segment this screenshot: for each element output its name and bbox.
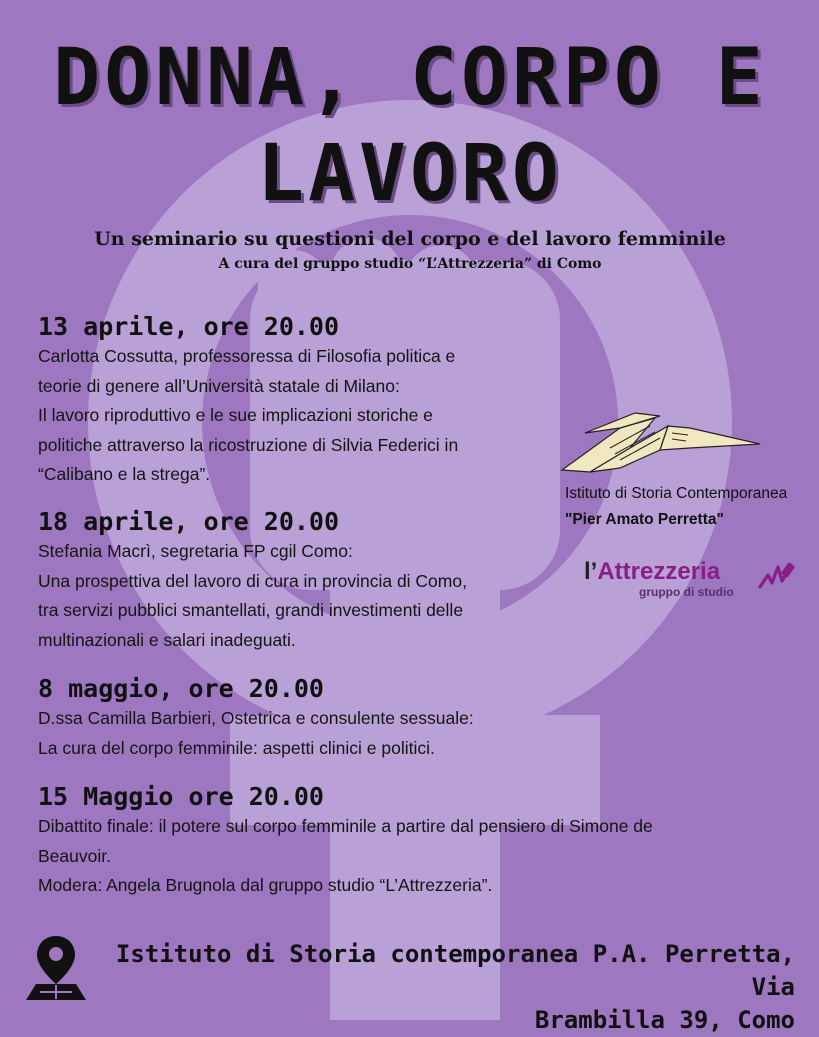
poster-title: [40, 30, 780, 222]
attrezzeria-name: Attrezzeria: [597, 558, 721, 585]
event-line: tra servizi pubblici smantellati, grandi investimenti delle: [38, 600, 464, 620]
event-date: 13 aprile, ore 20.00: [38, 312, 340, 341]
event-date: 18 aprile, ore 20.00: [38, 507, 340, 536]
title-line-2: LAVORO: [257, 129, 563, 219]
map-pin-icon: [20, 932, 92, 1004]
attrezzeria-prefix: l’: [584, 558, 598, 585]
isc-subtitle: "Pier Amato Perretta": [565, 511, 724, 528]
event-line: Carlotta Cossutta, professoressa di Filosofia politica e: [38, 346, 456, 366]
attrezzeria-logo-icon: [758, 557, 798, 593]
event-line: Beauvoir.: [38, 845, 111, 866]
event-line: politiche attraverso la ricostruzione di Silvia Federici in: [38, 434, 459, 455]
event-date: 15 Maggio ore 20.00: [38, 782, 324, 811]
event-date: 8 maggio, ore 20.00: [38, 674, 324, 703]
event-line: Il lavoro riproduttivo e le sue implicazioni storiche e: [38, 405, 433, 425]
attrezzeria-logo-text: [584, 558, 720, 586]
isc-logo-icon: [560, 408, 765, 478]
title-line-1: DONNA, CORPO E: [53, 33, 767, 123]
event-4: [38, 782, 778, 901]
event-line: D.ssa Camilla Barbieri, Ostetrica e consulente sessuale:: [38, 708, 474, 728]
event-line: teorie di genere all’Università statale di Milano:: [38, 375, 400, 396]
event-line: Modera: Angela Brugnola dal gruppo studio “L’Attrezzeria”.: [38, 875, 493, 895]
event-line: La cura del corpo femminile: aspetti clinici e politici.: [38, 737, 435, 758]
event-line: Dibattito finale: il potere sul corpo femminile a partire dal pensiero di Simone de: [38, 816, 653, 836]
subtitle: Un seminario su questioni del corpo e del lavoro femminile: [94, 228, 726, 250]
event-line: “Calibano e la strega”.: [38, 464, 211, 484]
event-3: [38, 674, 778, 763]
event-line: Stefania Macrì, segretaria FP cgil Como:: [38, 541, 353, 561]
venue-line-1: Istituto di Storia contemporanea P.A. Perretta, Via: [115, 940, 795, 1001]
venue-address: [95, 938, 795, 1037]
venue-line-2: Brambilla 39, Como: [534, 1006, 795, 1034]
curated-by: A cura del gruppo studio “L’Attrezzeria” di Como: [218, 256, 602, 272]
attrezzeria-subtitle: gruppo di studio: [639, 585, 734, 599]
event-line: multinazionali e salari inadeguati.: [38, 629, 296, 650]
isc-name: Istituto di Storia Contemporanea: [565, 485, 788, 502]
event-line: Una prospettiva del lavoro di cura in provincia di Como,: [38, 570, 467, 591]
